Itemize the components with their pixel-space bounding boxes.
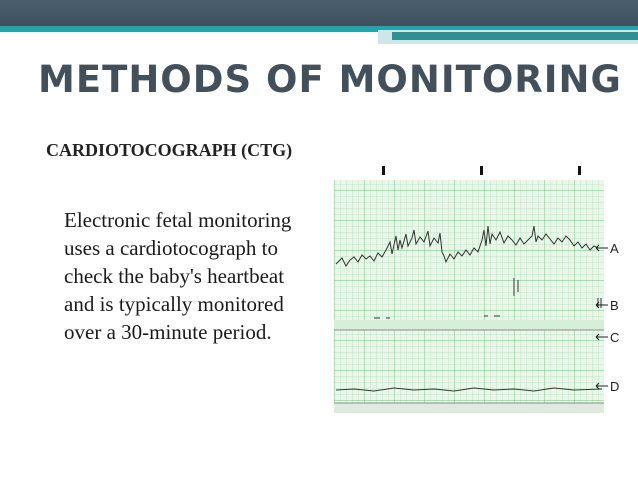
ctg-label-c: C bbox=[610, 330, 620, 345]
slide-title: METHODS OF MONITORING bbox=[38, 58, 622, 101]
ctg-label-a: A bbox=[610, 241, 619, 256]
ctg-strip-image bbox=[334, 160, 630, 418]
slide-body-text: Electronic fetal monitoring uses a cardiotocograph to check the baby's heartbeat and is typically monitored over a 30-minute period. bbox=[64, 208, 292, 344]
slide-subtitle: CARDIOTOCOGRAPH (CTG) bbox=[46, 140, 293, 160]
ctg-timing-marks bbox=[382, 166, 581, 175]
ctg-label-b: B bbox=[610, 298, 619, 313]
header-bar bbox=[0, 0, 638, 26]
header-accent-block-dark bbox=[392, 32, 638, 40]
ctg-label-d: D bbox=[610, 379, 620, 394]
